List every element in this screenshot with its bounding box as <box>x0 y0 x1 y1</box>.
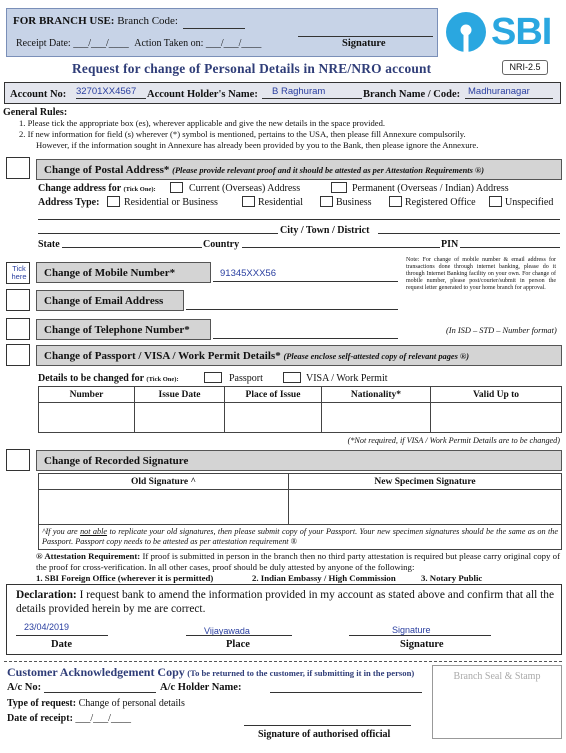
ack-acno-field[interactable] <box>44 681 156 693</box>
branch-label: Branch Name / Code: <box>363 89 461 100</box>
attestation-body: If proof is submitted in person in the branch then no third party attestation is required but please carry original copy of the proof for cross-verification. In all other cases, proof should be duly attested by anyone of the following: <box>36 551 560 572</box>
mobile-title: Change of Mobile Number* <box>44 267 176 279</box>
mobile-field[interactable]: 91345XXX56 <box>220 268 276 279</box>
type-business-checkbox[interactable] <box>320 196 333 207</box>
signature-section-header <box>36 450 562 471</box>
telephone-change-checkbox[interactable] <box>6 318 30 340</box>
attestation-option-1: 1. SBI Foreign Office (wherever it is permitted) <box>36 573 214 583</box>
declaration-date-label: Date <box>51 639 72 650</box>
passport-option-label: Passport <box>229 373 263 384</box>
signature-table-row <box>39 490 562 525</box>
passport-table-header <box>39 387 562 403</box>
declaration-signature-line <box>349 625 491 636</box>
ack-receipt-row <box>7 713 131 724</box>
signature-change-checkbox[interactable] <box>6 449 30 471</box>
attestation-option-2: 2. Indian Embassy / High Commission <box>252 573 396 583</box>
telephone-hint: (In ISD – STD – Number format) <box>446 326 557 335</box>
tick-here-mark: Tick here <box>11 264 27 281</box>
declaration-signature-label: Signature <box>400 639 444 650</box>
receipt-date-field[interactable]: ___/___/____ <box>73 38 129 49</box>
acno-field[interactable]: 32701XX4567 <box>76 86 146 99</box>
ack-request-type-value: Change of personal details <box>78 698 185 709</box>
declaration-place-value[interactable]: Vijayawada <box>204 626 250 636</box>
rule-2-cont: However, if the information sought in Annexure has already been provided by you to the Bank, then please ignore the Annexure. <box>36 140 479 150</box>
passport-option-checkbox[interactable] <box>204 372 222 383</box>
mobile-email-note: Note: For change of mobile number & email address for transactions done through internet banking, please do it through Internet Banking facility on your own. For change of mobile number, please post/courier/submit in person the request letter generated to your home branch for approval. <box>406 257 556 291</box>
ack-receipt-date-field[interactable]: ___/___/____ <box>75 713 131 724</box>
ack-officer-sign-label: Signature of authorised official <box>258 729 391 740</box>
branch-field[interactable]: Madhuranagar <box>465 86 553 99</box>
branch-code-label: Branch Code: <box>117 15 178 27</box>
address-line-1[interactable] <box>38 210 560 220</box>
permanent-address-checkbox[interactable] <box>331 182 347 193</box>
holder-field[interactable]: B Raghuram <box>262 86 362 99</box>
postal-change-checkbox[interactable] <box>6 157 30 179</box>
type-unspecified-label: Unspecified <box>505 197 554 208</box>
passport-details-label: Details to be changed for (Tick One): <box>38 373 179 384</box>
mobile-section-header <box>36 262 211 283</box>
sbi-logo-icon <box>444 10 488 54</box>
ack-officer-sign-line[interactable] <box>244 716 411 726</box>
attestation-option-3: 3. Notary Public <box>421 573 483 583</box>
city-label: City / Town / District <box>280 225 370 236</box>
passport-details-table <box>38 386 562 433</box>
address-line-2[interactable] <box>38 224 278 234</box>
attestation-text <box>36 551 560 572</box>
current-address-checkbox[interactable] <box>170 182 183 193</box>
sbi-logo <box>444 10 562 54</box>
state-field[interactable] <box>62 238 202 248</box>
country-field[interactable] <box>242 238 440 248</box>
passport-change-checkbox[interactable] <box>6 344 30 366</box>
branch-seal-box <box>432 665 562 739</box>
col-place-of-issue: Place of Issue <box>225 387 322 403</box>
action-taken-label: Action Taken on: <box>134 38 204 49</box>
signature-note-row <box>39 525 562 550</box>
change-address-for-label: Change address for (Tick One): <box>38 183 156 194</box>
type-business-label: Business <box>336 197 372 208</box>
ack-title: Customer Acknowledgement Copy <box>7 665 185 679</box>
signature-table-header <box>39 474 562 490</box>
old-signature-cell[interactable] <box>39 490 289 525</box>
current-address-label: Current (Overseas) Address <box>189 183 301 194</box>
telephone-field[interactable] <box>213 329 398 339</box>
declaration-text <box>16 588 556 616</box>
new-signature-cell[interactable] <box>289 490 562 525</box>
cut-line <box>4 661 562 662</box>
postal-note: (Please provide relevant proof and it should be attested as per Attestation Requirements ®) <box>172 166 485 175</box>
place-of-issue-cell[interactable] <box>225 403 322 433</box>
col-nationality: Nationality* <box>322 387 431 403</box>
mobile-change-checkbox[interactable] <box>6 262 30 284</box>
passport-table-row <box>39 403 562 433</box>
passport-footnote: (*Not required, if VISA / Work Permit Details are to be changed) <box>347 436 560 445</box>
col-new-signature: New Specimen Signature <box>289 474 562 490</box>
ack-holder-label: A/c Holder Name: <box>160 682 242 693</box>
nationality-cell[interactable] <box>322 403 431 433</box>
col-issue-date: Issue Date <box>135 387 225 403</box>
ack-receipt-date-label: Date of receipt: <box>7 713 73 724</box>
signature-title: Change of Recorded Signature <box>44 455 189 467</box>
visa-option-label: VISA / Work Permit <box>306 373 388 384</box>
branch-signature-line[interactable] <box>298 23 433 37</box>
rule-2: 2. If new information for field (s) wherever (*) symbol is mentioned, pertains to the USA, then please fill Annexure compulsorily. <box>19 129 466 139</box>
form-code-badge: NRI-2.5 <box>502 60 548 75</box>
declaration-date-line <box>16 625 108 636</box>
acno-label: Account No: <box>10 89 67 100</box>
branch-use-row2 <box>16 38 261 49</box>
signature-note: ^If you are not able to replicate your old signatures, then please submit copy of your Passport. Your new specimen signatures should be the same as on the Passport. Passport copy needs to be attested as per attestation requirement ® <box>39 525 562 550</box>
number-cell[interactable] <box>39 403 135 433</box>
sbi-logo-text: SBI <box>491 11 552 53</box>
country-label: Country <box>203 239 240 250</box>
receipt-date-label: Receipt Date: <box>16 38 71 49</box>
valid-up-to-cell[interactable] <box>431 403 562 433</box>
ack-header <box>7 665 414 680</box>
issue-date-cell[interactable] <box>135 403 225 433</box>
ack-holder-field[interactable] <box>270 681 422 693</box>
type-res-business-label: Residential or Business <box>124 197 218 208</box>
branch-code-field[interactable] <box>183 16 245 29</box>
declaration-date-value[interactable]: 23/04/2019 <box>24 622 70 632</box>
declaration-place-label: Place <box>226 639 250 650</box>
col-number: Number <box>39 387 135 403</box>
telephone-title: Change of Telephone Number* <box>44 324 190 336</box>
state-label: State <box>38 239 60 250</box>
email-section-header <box>36 290 184 311</box>
mobile-field-line[interactable] <box>213 272 398 282</box>
email-title: Change of Email Address <box>44 295 164 307</box>
pin-field[interactable] <box>460 238 560 248</box>
email-field[interactable] <box>186 300 398 310</box>
postal-section-header <box>36 159 562 180</box>
declaration-label: Declaration: <box>16 589 77 601</box>
telephone-section-header <box>36 319 211 340</box>
passport-title: Change of Passport / VISA / Work Permit Details* <box>44 350 281 362</box>
action-taken-field[interactable]: ___/___/____ <box>205 38 262 49</box>
type-registered-checkbox[interactable] <box>389 196 402 207</box>
signature-table <box>38 473 562 550</box>
pin-label: PIN <box>441 239 459 250</box>
branch-use-row1 <box>13 15 178 27</box>
declaration-place-line <box>186 625 292 636</box>
type-residential-checkbox[interactable] <box>242 196 255 207</box>
postal-title: Change of Postal Address* <box>44 164 170 176</box>
form-title: Request for change of Personal Details in NRE/NRO account <box>72 61 432 76</box>
branch-signature-label: Signature <box>342 38 386 49</box>
passport-section-header <box>36 345 562 366</box>
declaration-signature-value[interactable]: Signature <box>392 625 431 635</box>
col-old-signature: Old Signature ^ <box>39 474 289 490</box>
address-type-label: Address Type: <box>38 197 100 208</box>
holder-label: Account Holder's Name: <box>147 89 258 100</box>
city-field[interactable] <box>378 224 560 234</box>
ack-subtitle: (To be returned to the customer, if submitting it in the person) <box>187 668 415 678</box>
branch-use-title: FOR BRANCH USE: <box>13 15 115 27</box>
branch-seal-label: Branch Seal & Stamp <box>453 671 541 682</box>
col-valid-up-to: Valid Up to <box>431 387 562 403</box>
type-res-business-checkbox[interactable] <box>107 196 120 207</box>
passport-note: (Please enclose self-attested copy of relevant pages ®) <box>283 352 470 361</box>
ack-request-type-label: Type of request: <box>7 698 77 709</box>
type-unspecified-checkbox[interactable] <box>489 196 502 207</box>
ack-acno-label: A/c No: <box>7 682 42 693</box>
email-change-checkbox[interactable] <box>6 289 30 311</box>
type-residential-label: Residential <box>258 197 303 208</box>
type-registered-label: Registered Office <box>405 197 476 208</box>
declaration-body: I request bank to amend the information provided in my account as stated above and confirm that all the details provided herein by me are correct. <box>16 589 555 615</box>
visa-option-checkbox[interactable] <box>283 372 301 383</box>
ack-request-row <box>7 698 185 709</box>
rule-1: 1. Please tick the appropriate box (es), wherever applicable and give the new details in the space provided. <box>19 118 386 128</box>
permanent-address-label: Permanent (Overseas / Indian) Address <box>352 183 509 194</box>
attestation-title: ® Attestation Requirement: <box>36 551 141 561</box>
rules-heading: General Rules: <box>3 107 68 118</box>
